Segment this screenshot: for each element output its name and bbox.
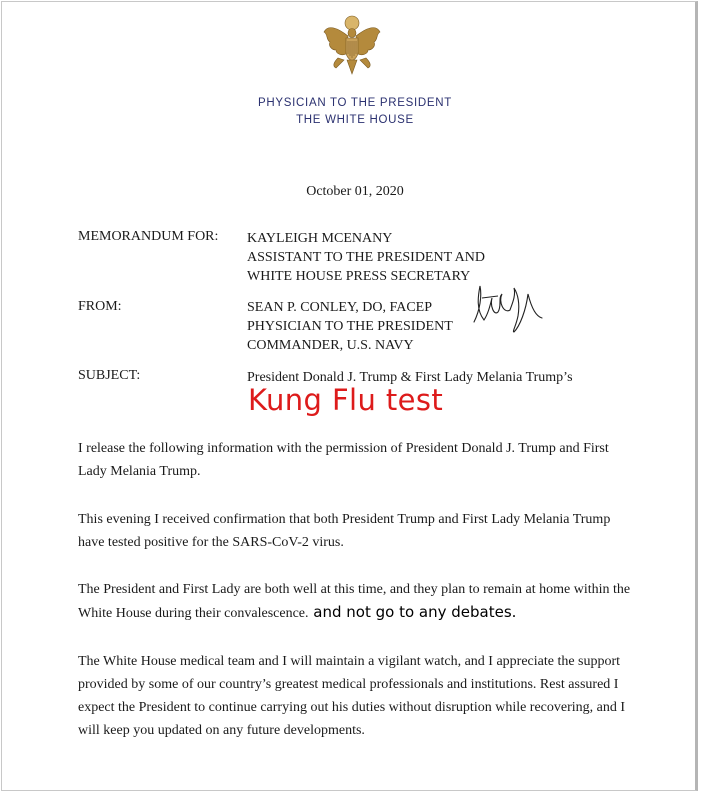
memo-for-line: ASSISTANT TO THE PRESIDENT AND [247,250,485,265]
body-paragraph-2: This evening I received confirmation that both President Trump and First Lady Melania Trump have tested positive for the SARS-CoV-2 virus. [78,512,611,550]
memo-from-sender [247,298,453,355]
body-paragraph-4: The White House medical team and I will maintain a vigilant watch, and I appreciate the support provided by some of our country’s greatest medical professionals and institutions. Rest assured I expect the President to continue carrying out his duties without disruption while recovering, and I will keep you updated on any future developments. [78,654,626,738]
header-title: PHYSICIAN TO THE PRESIDENT [258,97,452,109]
memo-for-recipient [247,229,485,286]
memo-for-line: WHITE HOUSE PRESS SECRETARY [247,269,471,284]
memo-from-line: SEAN P. CONLEY, DO, FACEP [247,300,433,315]
memo-subject: President Donald J. Trump & First Lady Melania Trump’s [247,370,573,385]
memo-date: October 01, 2020 [306,184,404,199]
eagle-seal-icon [318,14,386,82]
header-subtitle: THE WHITE HOUSE [296,114,414,126]
memo-for-label: MEMORANDUM FOR: [78,229,219,244]
body-paragraph-1: I release the following information with the permission of President Donald J. Trump and First Lady Melania Trump. [78,441,609,479]
memo-from-line: COMMANDER, U.S. NAVY [247,338,414,353]
memo-from-line: PHYSICIAN TO THE PRESIDENT [247,319,453,334]
body-paragraph-3-text: The President and First Lady are both well at this time, and they plan to remain at home within the White House during their convalescence. [78,582,631,621]
memo-subject-label: SUBJECT: [78,368,141,383]
memo-from-label: FROM: [78,299,122,314]
body-paragraph-3 [78,578,638,625]
memo-for-line: KAYLEIGH MCENANY [247,231,393,246]
signature [468,276,548,334]
overlay-inline-text: and not go to any debates. [308,603,517,621]
overlay-title: Kung Flu test [248,383,444,417]
